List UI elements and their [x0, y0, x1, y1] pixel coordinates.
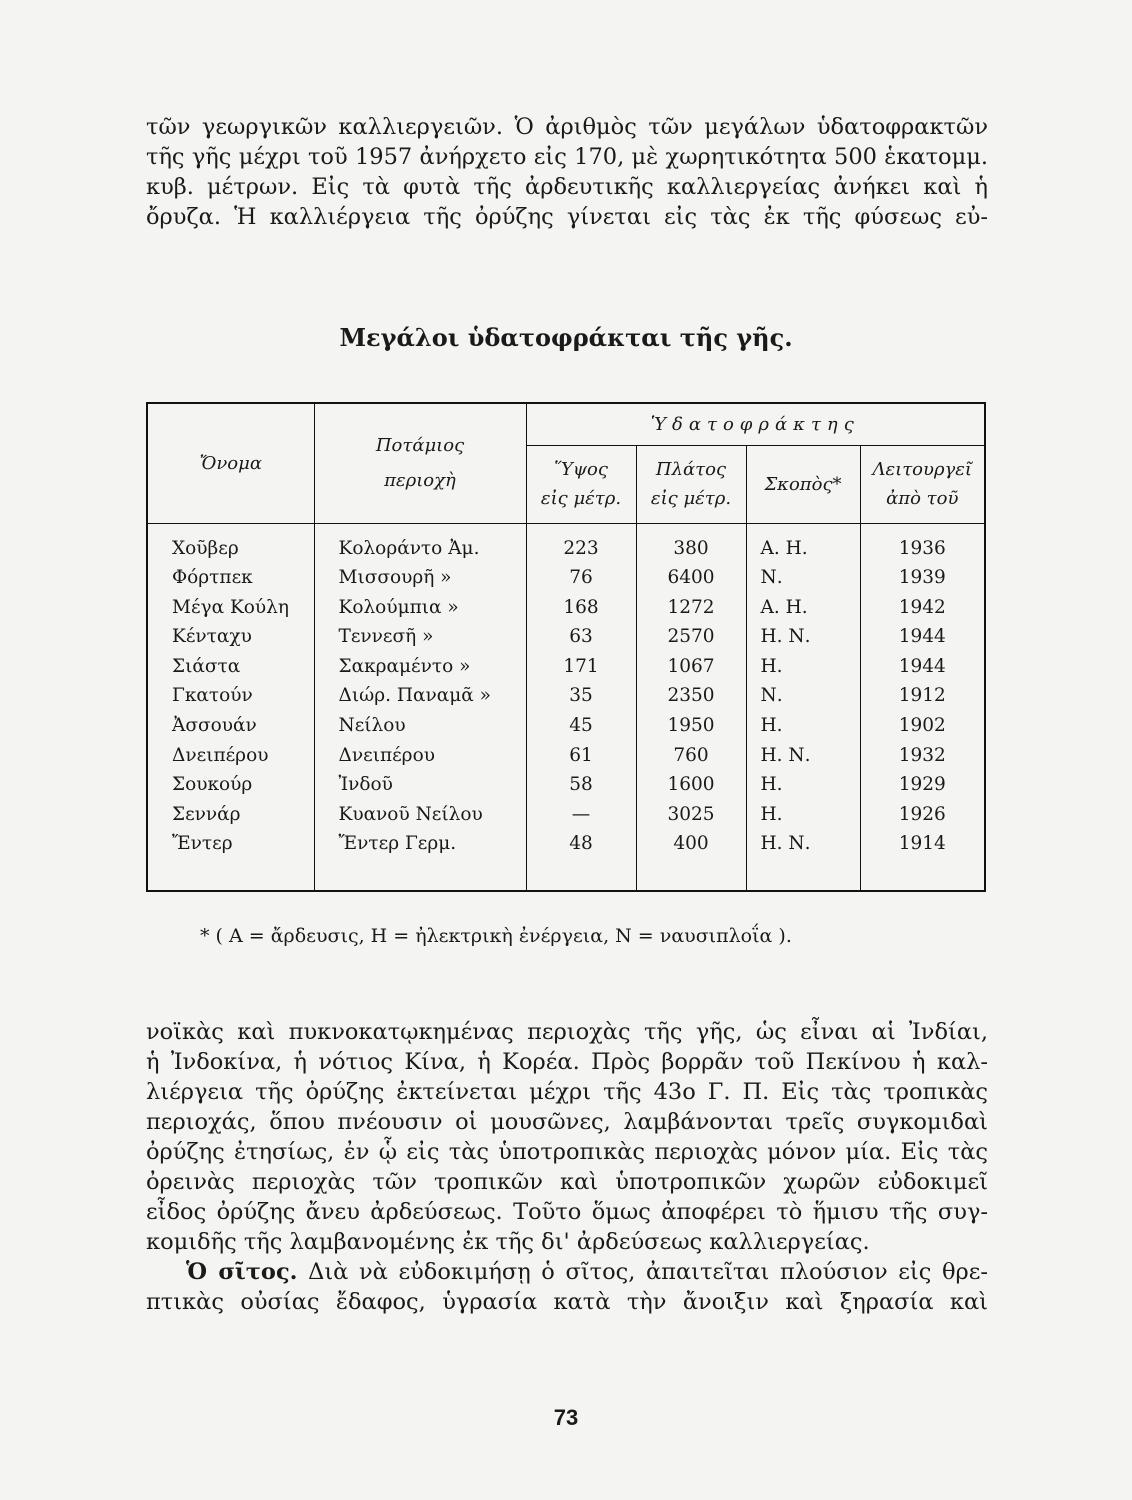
text-run: Διὰ νὰ εὐδοκιμήσῃ ὁ σῖτος, ἀπαιτεῖται πλούσιον εἰς θρε- [297, 1259, 988, 1285]
dams-table [146, 402, 986, 892]
cell-since: 1926 [898, 803, 946, 825]
cell-since: 1932 [898, 744, 946, 766]
cell-river: Ἔντερ Γερμ. [338, 833, 457, 855]
cell-name: Ἀσσουάν [172, 715, 257, 737]
cell-width: 1272 [667, 596, 715, 618]
cell-since: 1936 [898, 537, 946, 559]
cell-river: Σακραμέντο » [338, 655, 471, 677]
cell-name: Κένταχυ [172, 626, 252, 648]
cell-name: Δνειπέρου [172, 744, 269, 766]
header-width-line1: Πλάτος [655, 459, 727, 480]
text-line: ὄρυζα. Ἡ καλλιέργεια τῆς ὀρύζης γίνεται εἰς τὰς ἐκ τῆς φύσεως εὐ- [146, 204, 988, 230]
column-width [636, 523, 746, 891]
header-river-line1: Ποτάμιος [375, 435, 465, 457]
column-purpose [746, 523, 860, 891]
cell-river: Κολοράντο Ἀμ. [338, 537, 480, 559]
header-since [860, 445, 985, 523]
cell-since: 1944 [898, 626, 946, 648]
cell-width: 3025 [667, 803, 715, 825]
cell-since: 1942 [898, 596, 946, 618]
cell-river: Δνειπέρου [338, 744, 435, 766]
cell-river: Τεννεσῆ » [338, 626, 434, 648]
cell-width: 760 [673, 744, 709, 766]
cell-width: 2350 [667, 685, 715, 707]
cell-name: Σουκούρ [172, 774, 253, 796]
header-purpose: Σκοπὸς* [746, 445, 860, 523]
cell-width: 1067 [667, 655, 715, 677]
cell-purpose: Η. [760, 774, 783, 796]
cell-since: 1939 [898, 567, 946, 589]
cell-height: 168 [563, 596, 599, 618]
cell-purpose: Η. [760, 715, 783, 737]
cell-height: — [571, 803, 591, 825]
cell-height: 76 [569, 567, 593, 589]
cell-name: Γκατούν [172, 685, 253, 707]
header-name: Ὄνομα [147, 403, 314, 523]
text-line: πτικὰς οὐσίας ἔδαφος, ὑγρασία κατὰ τὴν ἄνοιξιν καὶ ξηρασία καὶ [146, 1289, 988, 1315]
text-line: λιέργεια τῆς ὀρύζης ἐκτείνεται μέχρι τῆς 43ο Γ. Π. Εἰς τὰς τροπικὰς [146, 1079, 988, 1105]
cell-purpose: Η. Ν. [760, 626, 811, 648]
cell-height: 58 [569, 774, 593, 796]
table-title: Μεγάλοι ὑδατοφράκται τῆς γῆς. [339, 323, 793, 352]
cell-river: Μισσουρῆ » [338, 567, 452, 589]
cell-width: 6400 [667, 567, 715, 589]
column-since [860, 523, 985, 891]
column-name [147, 523, 314, 891]
header-width [636, 445, 746, 523]
bottom-paragraph [146, 1017, 988, 1317]
cell-since: 1912 [898, 685, 946, 707]
text-line: ὀρύζης ἐτησίως, ἐν ᾧ εἰς τὰς ὑποτροπικὰς περιοχὰς μόνον μία. Εἰς τὰς [146, 1139, 988, 1165]
text-line: εἶδος ὀρύζης ἄνευ ἀρδεύσεως. Τοῦτο ὅμως ἀποφέρει τὸ ἥμισυ τῆς συγ- [146, 1199, 988, 1225]
cell-name: Φόρτπεκ [172, 567, 253, 589]
header-since-line1: Λειτουργεῖ [872, 459, 972, 480]
header-river [314, 403, 526, 523]
column-river [314, 523, 526, 891]
column-height [526, 523, 636, 891]
cell-purpose: Α. Η. [760, 537, 808, 559]
cell-purpose: Ν. [760, 685, 783, 707]
cell-purpose: Η. Ν. [760, 833, 811, 855]
cell-river: Διώρ. Παναμᾶ » [338, 685, 491, 707]
cell-name: Ἔντερ [172, 833, 233, 855]
cell-name: Χοῦβερ [172, 537, 239, 559]
page-number: 73 [553, 1405, 579, 1430]
cell-purpose: Ν. [760, 567, 783, 589]
cell-width: 400 [673, 833, 709, 855]
cell-width: 2570 [667, 626, 715, 648]
header-height-line2: εἰς μέτρ. [540, 488, 622, 509]
cell-river: Ἰνδοῦ [338, 774, 393, 796]
text-line: ὀρεινὰς περιοχὰς τῶν τροπικῶν καὶ ὑποτροπικῶν χωρῶν εὐδοκιμεῖ [146, 1169, 988, 1195]
text-line: κυβ. μέτρων. Εἰς τὰ φυτὰ τῆς ἀρδευτικῆς καλλιεργείας ἀνήκει καὶ ἡ [146, 174, 988, 200]
header-since-line2: ἀπὸ τοῦ [886, 488, 959, 509]
text-line: ἡ Ἰνδοκίνα, ἡ νότιος Κίνα, ἡ Κορέα. Πρὸς βορρᾶν τοῦ Πεκίνου ἡ καλ- [146, 1049, 988, 1075]
cell-width: 380 [673, 537, 709, 559]
cell-height: 45 [569, 715, 593, 737]
section-line [146, 1257, 988, 1287]
text-line: τῶν γεωργικῶν καλλιεργειῶν. Ὁ ἀριθμὸς τῶν μεγάλων ὑδατοφρακτῶν [146, 114, 988, 140]
cell-since: 1929 [898, 774, 946, 796]
section-heading-wheat: Ὁ σῖτος. [186, 1259, 298, 1285]
table-footnote: * ( Α = ἄρδευσις, Η = ἠλεκτρικὴ ἐνέργεια, Ν = ναυσιπλοΐα ). [200, 925, 792, 947]
cell-since: 1944 [898, 655, 946, 677]
text-line: κομιδῆς τῆς λαμβανομένης ἐκ τῆς δι' ἀρδεύσεως καλλιεργείας. [146, 1229, 870, 1255]
cell-purpose: Η. Ν. [760, 744, 811, 766]
cell-height: 61 [569, 744, 593, 766]
cell-width: 1950 [667, 715, 715, 737]
header-river-line2: περιοχὴ [384, 470, 456, 492]
cell-purpose: Η. [760, 655, 783, 677]
cell-height: 35 [569, 685, 593, 707]
header-height-line1: Ὕψος [554, 459, 608, 480]
cell-name: Σιάστα [172, 655, 241, 677]
text-line: τῆς γῆς μέχρι τοῦ 1957 ἀνήρχετο εἰς 170, μὲ χωρητικότητα 500 ἑκατομμ. [146, 144, 988, 170]
cell-river: Κυανοῦ Νείλου [338, 803, 483, 825]
text-line: νοϊκὰς καὶ πυκνοκατῳκημένας περιοχὰς τῆς γῆς, ὡς εἶναι αἱ Ἰνδίαι, [146, 1019, 988, 1045]
cell-height: 171 [563, 655, 599, 677]
cell-since: 1902 [898, 715, 946, 737]
cell-purpose: Η. [760, 803, 783, 825]
header-width-line2: εἰς μέτρ. [650, 488, 732, 509]
cell-name: Μέγα Κούλη [172, 596, 289, 618]
cell-height: 223 [563, 537, 599, 559]
header-dam-group: Ὑδατοφράκτης [526, 403, 985, 445]
cell-width: 1600 [667, 774, 715, 796]
cell-height: 63 [569, 626, 593, 648]
cell-purpose: Α. Η. [760, 596, 808, 618]
text-line: περιοχάς, ὅπου πνέουσιν οἱ μουσῶνες, λαμβάνονται τρεῖς συγκομιδαὶ [146, 1109, 988, 1135]
cell-river: Νείλου [338, 715, 406, 737]
cell-height: 48 [569, 833, 593, 855]
cell-river: Κολούμπια » [338, 596, 459, 618]
cell-name: Σεννάρ [172, 803, 241, 825]
cell-since: 1914 [898, 833, 946, 855]
top-paragraph [146, 112, 988, 232]
header-height [526, 445, 636, 523]
